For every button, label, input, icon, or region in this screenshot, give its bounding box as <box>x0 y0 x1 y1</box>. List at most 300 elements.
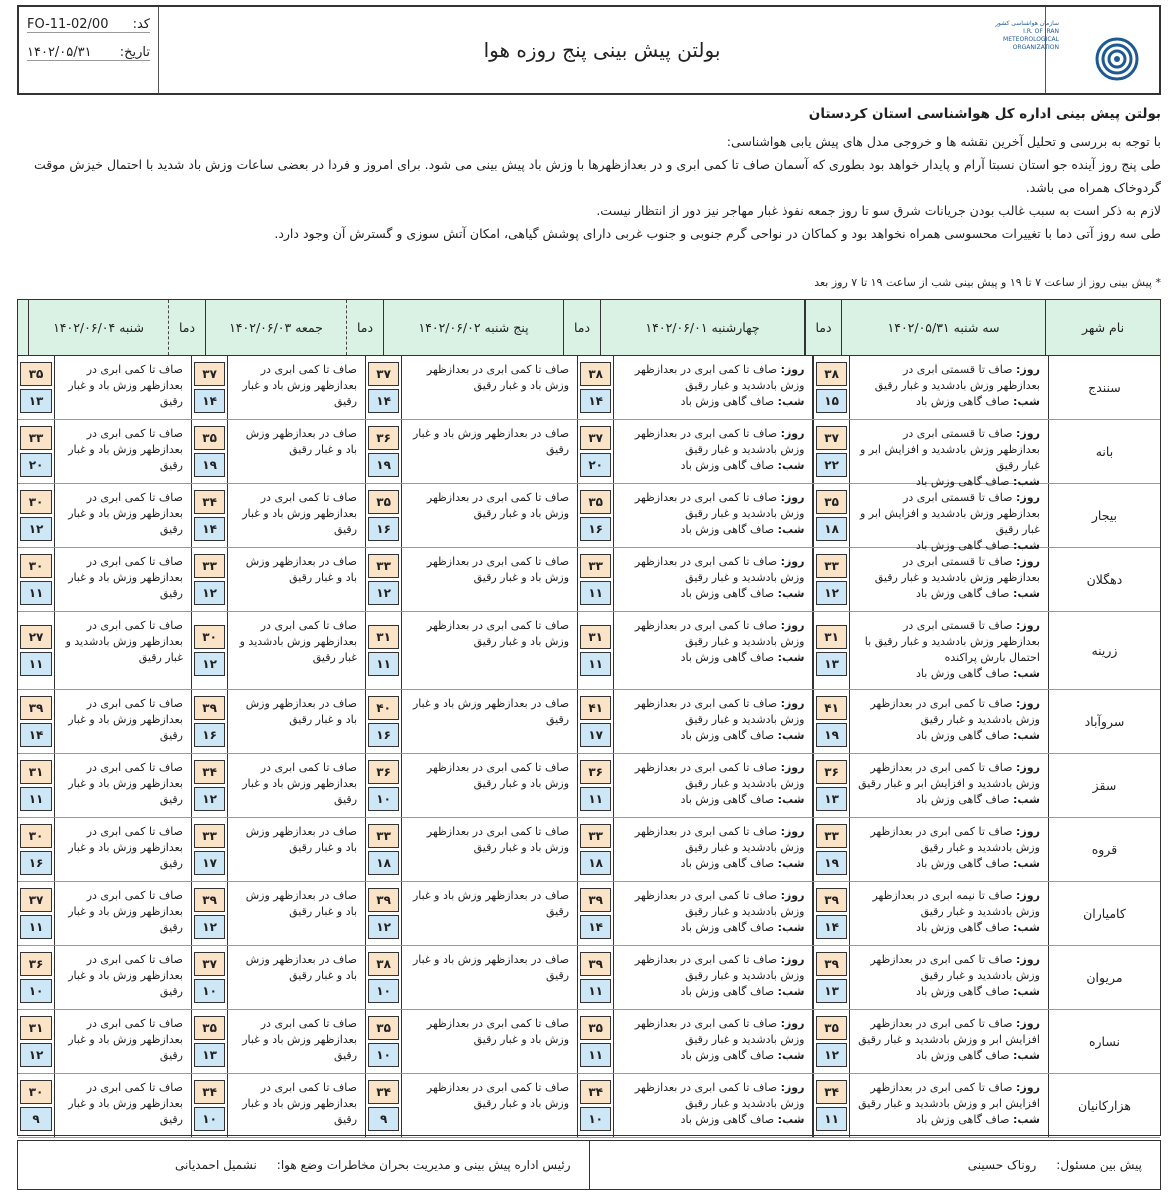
max-temp: ۳۷ <box>580 426 611 450</box>
night-label: شب: <box>1013 1049 1040 1062</box>
min-temp: ۱۱ <box>580 581 611 605</box>
day4-temps <box>191 548 227 611</box>
max-temp: ۳۱ <box>20 760 52 784</box>
min-temp: ۱۲ <box>816 581 846 605</box>
night-label: شب: <box>1013 475 1040 488</box>
header-day4: جمعه ۱۴۰۲/۰۶/۰۳ <box>205 300 346 355</box>
max-temp: ۳۵ <box>580 1016 611 1040</box>
night-forecast-text: صاف گاهی وزش باد <box>916 475 1010 488</box>
min-temp: ۹ <box>368 1107 399 1131</box>
night-label: شب: <box>1013 729 1040 742</box>
max-temp: ۳۳ <box>20 426 52 450</box>
day3-forecast: صاف تا کمی ابری در بعدازظهر وزش باد و غبار رقیق <box>401 754 577 817</box>
day1-day-forecast <box>858 760 1040 792</box>
min-temp: ۱۹ <box>816 723 846 747</box>
day5-forecast: صاف تا کمی ابری در بعدازظهر وزش باد و غبار رقیق <box>54 484 191 547</box>
min-temp: ۱۶ <box>194 723 225 747</box>
min-temp: ۱۲ <box>194 787 225 811</box>
day2-forecast <box>613 818 812 881</box>
day-label: روز: <box>1016 427 1040 440</box>
city-name: سقز <box>1048 754 1160 817</box>
header-temp: دما <box>346 300 383 355</box>
min-temp: ۱۸ <box>816 517 846 541</box>
min-temp: ۱۸ <box>580 851 611 875</box>
table-row <box>18 818 1160 882</box>
day5-temps <box>18 420 54 483</box>
day2-forecast <box>613 612 812 689</box>
day4-temps <box>191 484 227 547</box>
day5-forecast: صاف تا کمی ابری در بعدازظهر وزش باد و غبار رقیق <box>54 420 191 483</box>
min-temp: ۱۱ <box>20 581 52 605</box>
day5-forecast: صاف تا کمی ابری در بعدازظهر وزش باد و غبار رقیق <box>54 690 191 753</box>
city-name: مریوان <box>1048 946 1160 1009</box>
max-temp: ۳۴ <box>580 1080 611 1104</box>
min-temp: ۱۱ <box>816 1107 846 1131</box>
min-temp: ۲۰ <box>580 453 611 477</box>
city-name: بیجار <box>1048 484 1160 547</box>
day3-temps <box>365 818 401 881</box>
day3-forecast: صاف تا کمی ابری در بعدازظهر وزش باد و غبار رقیق <box>401 484 577 547</box>
min-temp: ۱۴ <box>20 723 52 747</box>
day2-day-forecast <box>622 1080 804 1112</box>
day5-temps <box>18 882 54 945</box>
day2-temps <box>577 690 613 753</box>
max-temp: ۳۹ <box>580 952 611 976</box>
day1-day-forecast <box>858 696 1040 728</box>
day2-night-forecast <box>622 856 804 872</box>
night-label: شب: <box>777 1113 805 1126</box>
forecaster-name: روناک حسینی <box>967 1158 1037 1172</box>
day2-temps <box>577 946 613 1009</box>
day2-night-forecast <box>622 458 804 474</box>
svg-text:METEOROLOGICAL: METEOROLOGICAL <box>1002 36 1059 43</box>
intro-paragraph: طی پنج روز آینده جو استان نسبتا آرام و پایدار خواهد بود بطوری که آسمان صاف تا کمی ابری و در بعدازظهرها با وزش باد پیش بینی می شود. برای امروز و فردا در بعضی ساعات وزش باد شدید با احتمال خیزش موقت گردوخاک همراه می باشد. <box>33 157 1161 195</box>
max-temp: ۳۵ <box>816 490 846 514</box>
min-temp: ۱۱ <box>20 652 52 676</box>
day-label: روز: <box>1016 619 1040 632</box>
day1-day-forecast <box>858 554 1040 586</box>
day-label: روز: <box>1016 1081 1040 1094</box>
day-forecast-text: صاف تا کمی ابری در بعدازظهر وزش بادشدید و غبار رقیق <box>634 427 805 456</box>
day1-night-forecast <box>858 1048 1040 1064</box>
day1-day-forecast <box>858 362 1040 394</box>
day1-night-forecast <box>858 792 1040 808</box>
day5-temps <box>18 612 54 689</box>
day4-forecast: صاف تا کمی ابری در بعدازظهر وزش بادشدید و غبار رقیق <box>227 612 365 689</box>
table-row <box>18 420 1160 488</box>
meteorological-organization-logo-icon <box>994 15 1149 85</box>
day2-forecast <box>613 946 812 1009</box>
max-temp: ۳۳ <box>580 824 611 848</box>
min-temp: ۱۴ <box>580 915 611 939</box>
table-row <box>18 882 1160 946</box>
max-temp: ۳۶ <box>368 760 399 784</box>
max-temp: ۳۶ <box>368 426 399 450</box>
day1-forecast <box>849 1074 1048 1137</box>
max-temp: ۳۹ <box>816 888 846 912</box>
day1-forecast <box>849 1010 1048 1073</box>
day-forecast-text: صاف تا کمی ابری در بعدازظهر وزش بادشدید و غبار رقیق <box>634 555 805 584</box>
bulletin-title: بولتن پیش بینی پنج روزه هوا <box>483 38 721 62</box>
svg-text:سازمان هواشناسی کشور: سازمان هواشناسی کشور <box>994 20 1059 27</box>
day1-temps <box>812 882 848 945</box>
min-temp: ۱۳ <box>20 389 52 413</box>
night-forecast-text: صاف گاهی وزش باد <box>916 395 1010 408</box>
svg-text:ORGANIZATION: ORGANIZATION <box>1012 44 1059 51</box>
day1-day-forecast <box>858 888 1040 920</box>
max-temp: ۳۶ <box>816 760 846 784</box>
day1-temps <box>812 946 848 1009</box>
night-forecast-text: صاف گاهی وزش باد <box>916 793 1010 806</box>
day4-forecast: صاف تا کمی ابری در بعدازظهر وزش باد و غبار رقیق <box>227 1074 365 1137</box>
day-forecast-text: صاف تا کمی ابری در بعدازظهر وزش بادشدید و غبار رقیق <box>634 491 805 520</box>
day5-forecast: صاف تا کمی ابری در بعدازظهر وزش باد و غبار رقیق <box>54 818 191 881</box>
day2-forecast <box>613 882 812 945</box>
day5-temps <box>18 1010 54 1073</box>
max-temp: ۳۶ <box>580 760 611 784</box>
day2-forecast <box>613 1010 812 1073</box>
day-forecast-text: صاف تا کمی ابری در بعدازظهر وزش بادشدید و غبار رقیق <box>634 953 805 982</box>
day2-night-forecast <box>622 792 804 808</box>
day-forecast-text: صاف تا کمی ابری در بعدازظهر وزش بادشدید و غبار رقیق <box>870 697 1040 726</box>
day-forecast-text: صاف تا کمی ابری در بعدازظهر وزش بادشدید و غبار رقیق <box>870 825 1040 854</box>
min-temp: ۱۴ <box>580 389 611 413</box>
forecast-time-note: * پیش بینی روز از ساعت ۷ تا ۱۹ و پیش بینی شب از ساعت ۱۹ تا ۷ روز بعد <box>814 276 1161 289</box>
svg-text:I.R. OF IRAN: I.R. OF IRAN <box>1022 28 1059 35</box>
day1-day-forecast <box>858 1016 1040 1048</box>
day2-day-forecast <box>622 618 804 650</box>
day2-day-forecast <box>622 554 804 586</box>
day5-forecast: صاف تا کمی ابری در بعدازظهر وزش باد و غبار رقیق <box>54 1074 191 1137</box>
day4-forecast: صاف در بعدازظهر وزش باد و غبار رقیق <box>227 818 365 881</box>
day2-day-forecast <box>622 362 804 394</box>
header-city: نام شهر <box>1045 300 1160 355</box>
night-forecast-text: صاف گاهی وزش باد <box>916 1113 1010 1126</box>
header-temp: دما <box>804 300 841 355</box>
day-forecast-text: صاف تا کمی ابری در بعدازظهر وزش بادشدید و غبار رقیق <box>634 1081 805 1110</box>
day2-forecast <box>613 690 812 753</box>
day1-night-forecast <box>858 984 1040 1000</box>
min-temp: ۱۶ <box>580 517 611 541</box>
max-temp: ۳۰ <box>20 554 52 578</box>
day3-temps <box>365 946 401 1009</box>
night-forecast-text: صاف گاهی وزش باد <box>680 459 775 472</box>
day1-forecast <box>849 818 1048 881</box>
night-forecast-text: صاف گاهی وزش باد <box>916 1049 1010 1062</box>
day2-night-forecast <box>622 1112 804 1128</box>
day4-forecast: صاف تا کمی ابری در بعدازظهر وزش باد و غبار رقیق <box>227 754 365 817</box>
day3-temps <box>365 548 401 611</box>
night-forecast-text: صاف گاهی وزش باد <box>916 921 1010 934</box>
min-temp: ۱۳ <box>194 1043 225 1067</box>
max-temp: ۳۰ <box>20 490 52 514</box>
day1-night-forecast <box>858 1112 1040 1128</box>
night-label: شب: <box>1013 793 1040 806</box>
night-label: شب: <box>777 793 805 806</box>
day1-temps <box>812 484 848 547</box>
day2-night-forecast <box>622 522 804 538</box>
max-temp: ۳۰ <box>20 1080 52 1104</box>
table-body <box>18 356 1160 1138</box>
day-label: روز: <box>1016 889 1040 902</box>
min-temp: ۱۳ <box>816 979 846 1003</box>
day1-night-forecast <box>858 586 1040 602</box>
day1-temps <box>812 754 848 817</box>
night-label: شب: <box>1013 395 1040 408</box>
night-forecast-text: صاف گاهی وزش باد <box>916 857 1010 870</box>
max-temp: ۳۱ <box>816 625 846 649</box>
day-forecast-text: صاف تا قسمتی ابری در بعدازظهر وزش بادشدید و افزایش ابر و غبار رقیق <box>859 491 1040 536</box>
night-forecast-text: صاف گاهی وزش باد <box>680 1113 775 1126</box>
max-temp: ۳۵ <box>368 1016 399 1040</box>
day-forecast-text: صاف تا کمی ابری در بعدازظهر افزایش ابر و وزش بادشدید و غبار رقیق <box>858 1017 1040 1046</box>
day1-temps <box>812 1074 848 1137</box>
day-forecast-text: صاف تا کمی ابری در بعدازظهر وزش بادشدید و غبار رقیق <box>634 697 805 726</box>
max-temp: ۳۷ <box>20 888 52 912</box>
organization-logo <box>994 7 1159 93</box>
min-temp: ۱۲ <box>368 581 399 605</box>
min-temp: ۱۰ <box>194 979 225 1003</box>
day1-temps <box>812 612 848 689</box>
day2-temps <box>577 754 613 817</box>
day1-forecast <box>849 882 1048 945</box>
max-temp: ۳۴ <box>194 1080 225 1104</box>
night-label: شب: <box>1013 985 1040 998</box>
day5-temps <box>18 1074 54 1137</box>
day-label: روز: <box>780 697 805 710</box>
day2-day-forecast <box>622 490 804 522</box>
day4-temps <box>191 946 227 1009</box>
code-value: FO-11-02/00 <box>27 17 109 32</box>
day2-night-forecast <box>622 920 804 936</box>
day1-temps <box>812 1010 848 1073</box>
max-temp: ۳۰ <box>194 625 225 649</box>
night-forecast-text: صاف گاهی وزش باد <box>916 667 1010 680</box>
night-label: شب: <box>1013 921 1040 934</box>
day2-temps <box>577 1074 613 1137</box>
max-temp: ۳۱ <box>20 1016 52 1040</box>
day-label: روز: <box>780 619 805 632</box>
max-temp: ۳۸ <box>368 952 399 976</box>
min-temp: ۱۲ <box>20 1043 52 1067</box>
day-forecast-text: صاف تا کمی ابری در بعدازظهر وزش بادشدید و غبار رقیق <box>634 761 805 790</box>
night-forecast-text: صاف گاهی وزش باد <box>680 793 775 806</box>
day-label: روز: <box>780 427 805 440</box>
night-forecast-text: صاف گاهی وزش باد <box>680 857 775 870</box>
max-temp: ۴۱ <box>580 696 611 720</box>
city-name: دهگلان <box>1048 548 1160 611</box>
day1-forecast <box>849 946 1048 1009</box>
day4-temps <box>191 420 227 483</box>
night-label: شب: <box>1013 1113 1040 1126</box>
day2-temps <box>577 1010 613 1073</box>
intro-section <box>17 103 1161 245</box>
max-temp: ۳۱ <box>368 625 399 649</box>
day4-temps <box>191 356 227 419</box>
day4-forecast: صاف در بعدازظهر وزش باد و غبار رقیق <box>227 690 365 753</box>
night-forecast-text: صاف گاهی وزش باد <box>916 985 1010 998</box>
day-label: روز: <box>780 491 805 504</box>
day4-forecast: صاف تا کمی ابری در بعدازظهر وزش باد و غبار رقیق <box>227 484 365 547</box>
night-forecast-text: صاف گاهی وزش باد <box>680 1049 775 1062</box>
code-label: کد: <box>132 17 150 32</box>
day3-temps <box>365 356 401 419</box>
night-label: شب: <box>1013 857 1040 870</box>
intro-heading: بولتن پیش بینی اداره کل هواشناسی استان کردستان <box>808 106 1161 122</box>
min-temp: ۱۲ <box>816 1043 846 1067</box>
day-label: روز: <box>780 555 805 568</box>
min-temp: ۱۱ <box>20 915 52 939</box>
table-row <box>18 946 1160 1010</box>
max-temp: ۳۳ <box>816 824 846 848</box>
day4-temps <box>191 882 227 945</box>
table-row <box>18 754 1160 818</box>
intro-paragraph: طی سه روز آتی دما با تغییرات محسوسی همراه نخواهد بود و کماکان در نواحی گرم جنوبی و جنوب غربی دارای پوشش گیاهی، امکان آتش سوزی و گسترش آن وجود دارد. <box>274 226 1161 241</box>
table-row <box>18 1074 1160 1138</box>
day3-temps <box>365 690 401 753</box>
min-temp: ۱۱ <box>580 652 611 676</box>
day-forecast-text: صاف تا قسمتی ابری در بعدازظهر وزش بادشدید و افزایش ابر و غبار رقیق <box>859 427 1040 472</box>
night-forecast-text: صاف گاهی وزش باد <box>680 985 775 998</box>
signature-footer <box>17 1140 1161 1190</box>
day-label: روز: <box>780 1081 805 1094</box>
night-label: شب: <box>1013 539 1040 552</box>
day1-night-forecast <box>858 920 1040 936</box>
min-temp: ۱۴ <box>194 389 225 413</box>
day-label: روز: <box>1016 363 1040 376</box>
day-forecast-text: صاف تا قسمتی ابری در بعدازظهر وزش بادشدید و غبار رقیق <box>874 363 1040 392</box>
max-temp: ۳۶ <box>20 952 52 976</box>
day3-forecast: صاف تا کمی ابری در بعدازظهر وزش باد و غبار رقیق <box>401 356 577 419</box>
min-temp: ۱۹ <box>816 851 846 875</box>
day4-temps <box>191 1074 227 1137</box>
day-label: روز: <box>780 889 805 902</box>
day2-temps <box>577 882 613 945</box>
day3-temps <box>365 882 401 945</box>
min-temp: ۱۹ <box>368 453 399 477</box>
min-temp: ۱۰ <box>368 1043 399 1067</box>
day3-forecast: صاف در بعدازظهر وزش باد و غبار رقیق <box>401 420 577 483</box>
day4-forecast: صاف در بعدازظهر وزش باد و غبار رقیق <box>227 882 365 945</box>
day-forecast-text: صاف تا کمی ابری در بعدازظهر افزایش ابر و وزش بادشدید و غبار رقیق <box>858 1081 1040 1110</box>
day4-temps <box>191 612 227 689</box>
max-temp: ۳۹ <box>580 888 611 912</box>
min-temp: ۱۹ <box>194 453 225 477</box>
night-forecast-text: صاف گاهی وزش باد <box>916 729 1010 742</box>
max-temp: ۳۹ <box>20 696 52 720</box>
day2-forecast <box>613 356 812 419</box>
min-temp: ۱۸ <box>368 851 399 875</box>
max-temp: ۳۰ <box>20 824 52 848</box>
max-temp: ۳۳ <box>580 554 611 578</box>
max-temp: ۳۹ <box>368 888 399 912</box>
max-temp: ۳۹ <box>194 888 225 912</box>
day5-temps <box>18 484 54 547</box>
day3-forecast: صاف تا کمی ابری در بعدازظهر وزش باد و غبار رقیق <box>401 612 577 689</box>
min-temp: ۱۵ <box>816 389 846 413</box>
night-label: شب: <box>777 459 805 472</box>
day3-temps <box>365 484 401 547</box>
day1-temps <box>812 356 848 419</box>
intro-paragraph: لازم به ذکر است به سبب غالب بودن جریانات شرق سو تا روز جمعه نفوذ غبار مهاجر نیز دور از انتظار نیست. <box>596 203 1161 218</box>
day2-day-forecast <box>622 696 804 728</box>
day-forecast-text: صاف تا کمی ابری در بعدازظهر وزش بادشدید و غبار رقیق <box>870 953 1040 982</box>
day1-day-forecast <box>858 1080 1040 1112</box>
night-label: شب: <box>777 523 805 536</box>
min-temp: ۹ <box>20 1107 52 1131</box>
day2-forecast <box>613 1074 812 1137</box>
night-label: شب: <box>777 921 805 934</box>
max-temp: ۳۵ <box>368 490 399 514</box>
min-temp: ۱۶ <box>368 517 399 541</box>
day3-forecast: صاف در بعدازظهر وزش باد و غبار رقیق <box>401 690 577 753</box>
day5-temps <box>18 548 54 611</box>
day2-day-forecast <box>622 426 804 458</box>
night-forecast-text: صاف گاهی وزش باد <box>680 587 775 600</box>
day5-forecast: صاف تا کمی ابری در بعدازظهر وزش باد و غبار رقیق <box>54 1010 191 1073</box>
head-name: نشمیل احمدیانی <box>174 1158 257 1172</box>
day5-temps <box>18 818 54 881</box>
max-temp: ۳۳ <box>194 554 225 578</box>
header-day3: پنج شنبه ۱۴۰۲/۰۶/۰۲ <box>383 300 563 355</box>
day2-night-forecast <box>622 1048 804 1064</box>
day2-temps <box>577 548 613 611</box>
day4-temps <box>191 818 227 881</box>
min-temp: ۱۷ <box>580 723 611 747</box>
bulletin-header <box>17 5 1161 95</box>
min-temp: ۱۳ <box>816 652 846 676</box>
day-forecast-text: صاف تا کمی ابری در بعدازظهر وزش بادشدید و غبار رقیق <box>634 1017 805 1046</box>
day1-forecast <box>849 754 1048 817</box>
city-name: کامیاران <box>1048 882 1160 945</box>
day-forecast-text: صاف تا کمی ابری در بعدازظهر وزش بادشدید و غبار رقیق <box>634 889 805 918</box>
day5-forecast: صاف تا کمی ابری در بعدازظهر وزش بادشدید و غبار رقیق <box>54 612 191 689</box>
head-block <box>18 1141 589 1189</box>
night-forecast-text: صاف گاهی وزش باد <box>916 587 1010 600</box>
day4-temps <box>191 1010 227 1073</box>
city-name: قروه <box>1048 818 1160 881</box>
max-temp: ۳۸ <box>816 362 846 386</box>
max-temp: ۳۳ <box>194 824 225 848</box>
min-temp: ۱۲ <box>194 581 225 605</box>
date-value: ۱۴۰۲/۰۵/۳۱ <box>27 45 92 60</box>
day5-temps <box>18 946 54 1009</box>
day1-day-forecast <box>858 426 1040 474</box>
max-temp: ۳۵ <box>20 362 52 386</box>
day-forecast-text: صاف تا کمی ابری در بعدازظهر وزش بادشدید و غبار رقیق <box>634 363 805 392</box>
day2-night-forecast <box>622 394 804 410</box>
day2-forecast <box>613 548 812 611</box>
min-temp: ۱۲ <box>194 915 225 939</box>
day2-night-forecast <box>622 984 804 1000</box>
day3-temps <box>365 1010 401 1073</box>
day3-forecast: صاف در بعدازظهر وزش باد و غبار رقیق <box>401 946 577 1009</box>
min-temp: ۱۱ <box>368 652 399 676</box>
day1-temps <box>812 420 848 483</box>
night-forecast-text: صاف گاهی وزش باد <box>680 523 775 536</box>
min-temp: ۱۶ <box>368 723 399 747</box>
night-label: شب: <box>777 857 805 870</box>
table-row <box>18 1010 1160 1074</box>
intro-paragraph: با توجه به بررسی و تحلیل آخرین نقشه ها و خروجی مدل های پیش یابی هواشناسی: <box>726 134 1161 149</box>
max-temp: ۳۵ <box>816 1016 846 1040</box>
day1-forecast <box>849 356 1048 419</box>
day1-night-forecast <box>858 394 1040 410</box>
day3-forecast: صاف تا کمی ابری در بعدازظهر وزش باد و غبار رقیق <box>401 548 577 611</box>
max-temp: ۳۵ <box>194 1016 225 1040</box>
header-day5: شنبه ۱۴۰۲/۰۶/۰۴ <box>28 300 168 355</box>
date-label: تاریخ: <box>119 45 150 60</box>
